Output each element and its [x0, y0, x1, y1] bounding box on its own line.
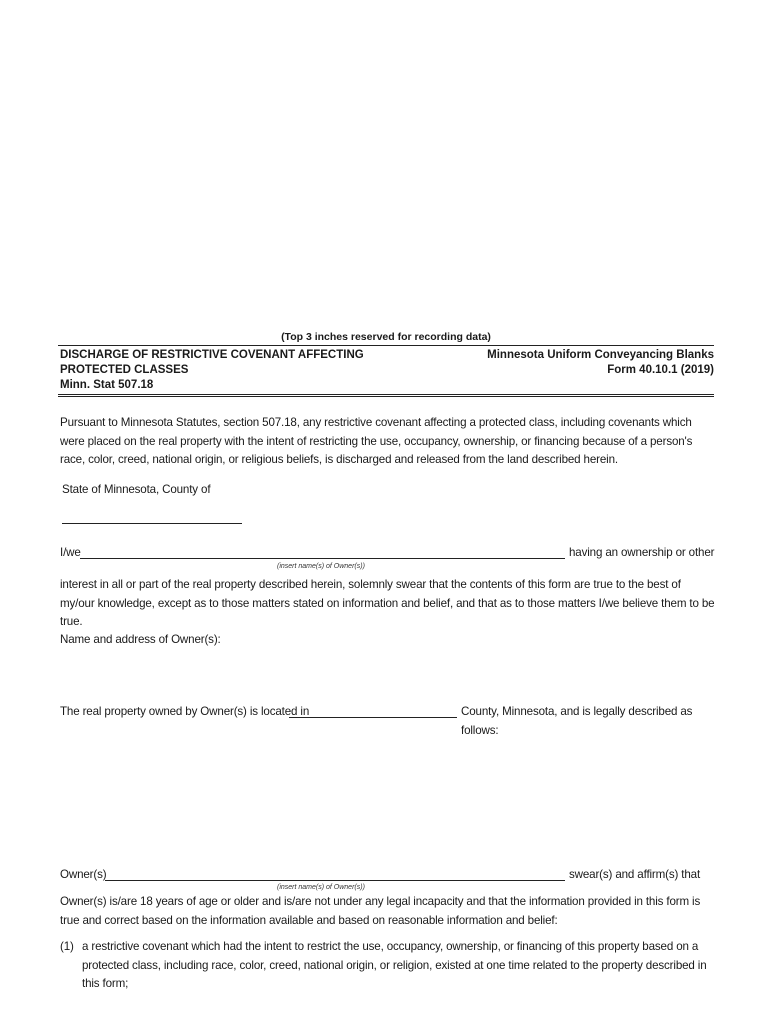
state-county-label: State of Minnesota, County of	[62, 483, 211, 496]
form-title	[60, 348, 364, 393]
item-number: (1)	[60, 940, 74, 953]
iwe-suffix: having an ownership or other	[569, 546, 715, 559]
item-text: a restrictive covenant which had the intent to restrict the use, occupancy, ownership, or financing of this property based on a protected class, including race, color, creed, national origin, or religion, existed at one time related to the property described in this form;	[82, 940, 707, 990]
property-location-suffix: County, Minnesota, and is legally described as follows:	[461, 705, 693, 737]
header-bottom-rule-2	[58, 396, 714, 397]
age-paragraph: Owner(s) is/are 18 years of age or older and is/are not under any legal incapacity and that the information provided in this form is true and correct based on the information available and based on reasonable information and belief:	[60, 895, 701, 927]
oath-paragraph: interest in all or part of the real property described herein, solemnly swear that the contents of this form are true to the best of my/our knowledge, except as to those matters stated on information and belief, and that as to those matters I/we believe them to be true.	[60, 578, 715, 628]
form-series	[487, 348, 714, 378]
owners-names-field[interactable]	[105, 880, 565, 881]
property-location-prefix: The real property owned by Owner(s) is located in	[60, 705, 310, 718]
recording-reserved-note: (Top 3 inches reserved for recording data)	[281, 331, 491, 343]
owners-names-hint: (insert name(s) of Owner(s))	[277, 884, 365, 891]
form-number: Form 40.10.1 (2019)	[607, 364, 714, 376]
iwe-label: I/we	[60, 546, 81, 559]
form-title-line-1: DISCHARGE OF RESTRICTIVE COVENANT AFFECTING	[60, 349, 364, 361]
header-top-rule	[58, 345, 714, 346]
form-title-line-2: PROTECTED CLASSES	[60, 364, 189, 376]
series-name: Minnesota Uniform Conveyancing Blanks	[487, 349, 714, 361]
owners-label: Owner(s)	[60, 868, 107, 881]
owner-names-field[interactable]	[80, 558, 565, 559]
statute-reference: Minn. Stat 507.18	[60, 379, 154, 391]
property-county-field[interactable]	[289, 717, 457, 718]
county-field[interactable]	[62, 523, 242, 524]
header-bottom-rule	[58, 394, 714, 395]
name-address-label: Name and address of Owner(s):	[60, 633, 221, 646]
owners-suffix: swear(s) and affirm(s) that	[569, 868, 701, 881]
intro-paragraph: Pursuant to Minnesota Statutes, section 507.18, any restrictive covenant affecting a protected class, including covenants which were placed on the real property with the intent of restricting the use, occupancy, ownership, or financing because of a person's race, color, creed, national origin, or religious beliefs, is discharged and released from the land described herein.	[60, 416, 693, 466]
owner-names-hint: (insert name(s) of Owner(s))	[277, 563, 365, 570]
